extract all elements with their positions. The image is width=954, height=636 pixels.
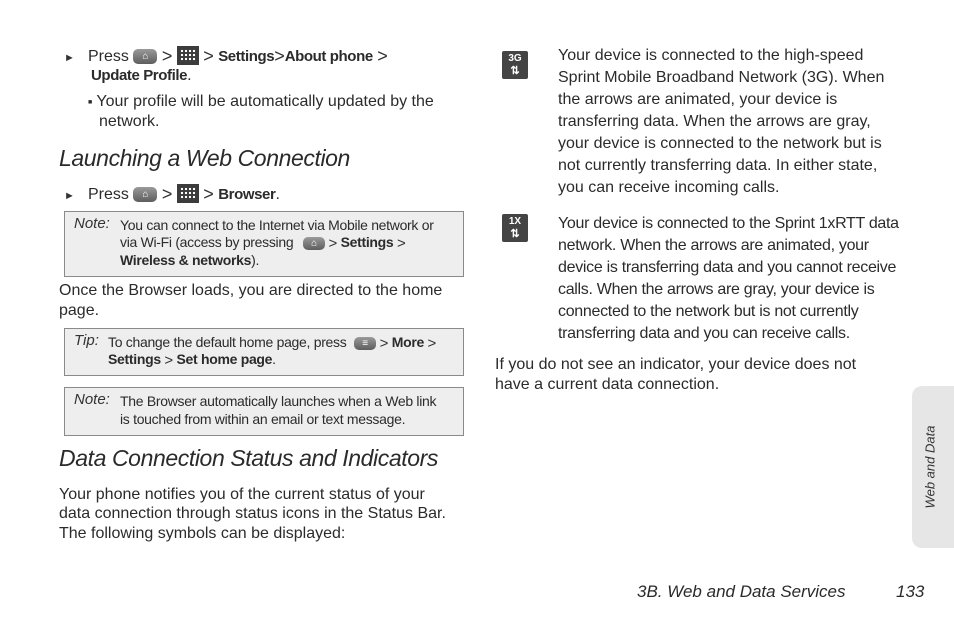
path-settings: Settings bbox=[340, 234, 394, 250]
paragraph-browser-loads: Once the Browser loads, you are directed to the home bbox=[59, 282, 443, 299]
separator-icon: > bbox=[379, 335, 389, 352]
note-line-3: Wireless & networks). bbox=[120, 252, 260, 268]
apps-grid-icon bbox=[177, 184, 199, 203]
3g-data-icon: 3G ⇅ bbox=[502, 51, 528, 79]
home-key-icon: ⌂ bbox=[133, 49, 157, 64]
path-about-phone: About phone bbox=[284, 48, 373, 65]
1x-data-icon: 1X ⇅ bbox=[502, 214, 528, 242]
separator-icon: > bbox=[203, 184, 214, 204]
step-browser: ► Press ⌂ > > Browser. bbox=[64, 184, 280, 204]
path-settings: Settings bbox=[108, 351, 161, 367]
path-settings: Settings bbox=[218, 48, 275, 65]
separator-icon: > bbox=[161, 184, 173, 204]
note-box-browser-launch bbox=[64, 387, 464, 436]
separator-icon: > bbox=[328, 235, 337, 252]
description-1x: Your device is connected to the Sprint 1xRTT data network. When the arrows are animated, your device is transferring data and you cannot receive calls. When the arrows are gray, your device is connected to the network but is not currently transferring data and you can receive calls. bbox=[558, 215, 899, 342]
tip-box-home-page bbox=[64, 328, 464, 376]
tip-label: Tip: bbox=[74, 332, 99, 349]
paragraph-no-indicator-1: If you do not see an indicator, your device does not bbox=[495, 356, 857, 373]
note-line-2: via Wi-Fi (access by pressing ⌂ > Settings > bbox=[120, 234, 406, 252]
separator-icon: > bbox=[203, 46, 214, 66]
separator-icon: > bbox=[161, 46, 173, 66]
separator-icon: > bbox=[397, 235, 406, 252]
home-key-icon: ⌂ bbox=[303, 237, 325, 250]
paragraph-browser-loads-cont: page. bbox=[59, 302, 100, 319]
note-label: Note: bbox=[74, 215, 110, 232]
section-heading-launching: Launching a Web Connection bbox=[59, 145, 350, 171]
path-update-profile: Update Profile bbox=[91, 67, 188, 84]
paragraph-status-icons-1: Your phone notifies you of the current status of your bbox=[59, 486, 425, 503]
footer-section-title: 3B. Web and Data Services bbox=[637, 582, 846, 601]
path-set-home-page: Set home page bbox=[176, 351, 273, 367]
separator-icon: > bbox=[274, 46, 285, 66]
paragraph-status-icons-3: The following symbols can be displayed: bbox=[59, 525, 346, 542]
bullet-arrow-icon: ► bbox=[64, 190, 75, 202]
square-bullet-icon: ■ bbox=[88, 99, 93, 106]
menu-key-icon: ≡ bbox=[354, 337, 376, 350]
note-box-wifi bbox=[64, 211, 464, 277]
step-update-profile-cont: Update Profile. bbox=[91, 67, 192, 84]
press-label: Press bbox=[88, 48, 129, 65]
home-key-icon: ⌂ bbox=[133, 187, 157, 202]
note-label: Note: bbox=[74, 391, 110, 408]
bullet-profile-updated-cont: network. bbox=[99, 113, 160, 130]
footer-page-number: 133 bbox=[896, 582, 925, 601]
path-browser: Browser bbox=[218, 186, 276, 203]
separator-icon: > bbox=[164, 352, 173, 369]
paragraph-status-icons-2: data connection through status icons in the Status Bar. bbox=[59, 505, 446, 522]
apps-grid-icon bbox=[177, 46, 199, 65]
side-chapter-tab-label: Web and Data bbox=[922, 425, 938, 509]
note-line-1: The Browser automatically launches when a Web link bbox=[120, 393, 437, 409]
tip-line-1: To change the default home page, press ≡ > More > bbox=[108, 334, 437, 352]
separator-icon: > bbox=[377, 46, 388, 66]
path-more: More bbox=[391, 334, 424, 350]
paragraph-no-indicator-2: have a current data connection. bbox=[495, 376, 720, 393]
separator-icon: > bbox=[427, 335, 437, 352]
tip-line-2: Settings > Set home page. bbox=[108, 351, 276, 369]
step-update-profile bbox=[64, 46, 464, 68]
description-3g: Your device is connected to the high-speed Sprint Mobile Broadband Network (3G). When the arrows are animated, your device is transferring data. When the arrows are gray, your device is connected to the network but is not currently transferring data. In either state, you can receive incoming calls. bbox=[558, 47, 885, 196]
section-heading-data-status: Data Connection Status and Indicators bbox=[59, 445, 438, 471]
bullet-arrow-icon: ► bbox=[64, 52, 75, 64]
bullet-profile-updated: ■ Your profile will be automatically updated by the bbox=[88, 93, 434, 110]
note-line-2: is touched from within an email or text message. bbox=[120, 411, 406, 427]
path-wireless-networks: Wireless & networks bbox=[120, 252, 252, 268]
note-line-1: You can connect to the Internet via Mobile network or bbox=[120, 217, 434, 233]
